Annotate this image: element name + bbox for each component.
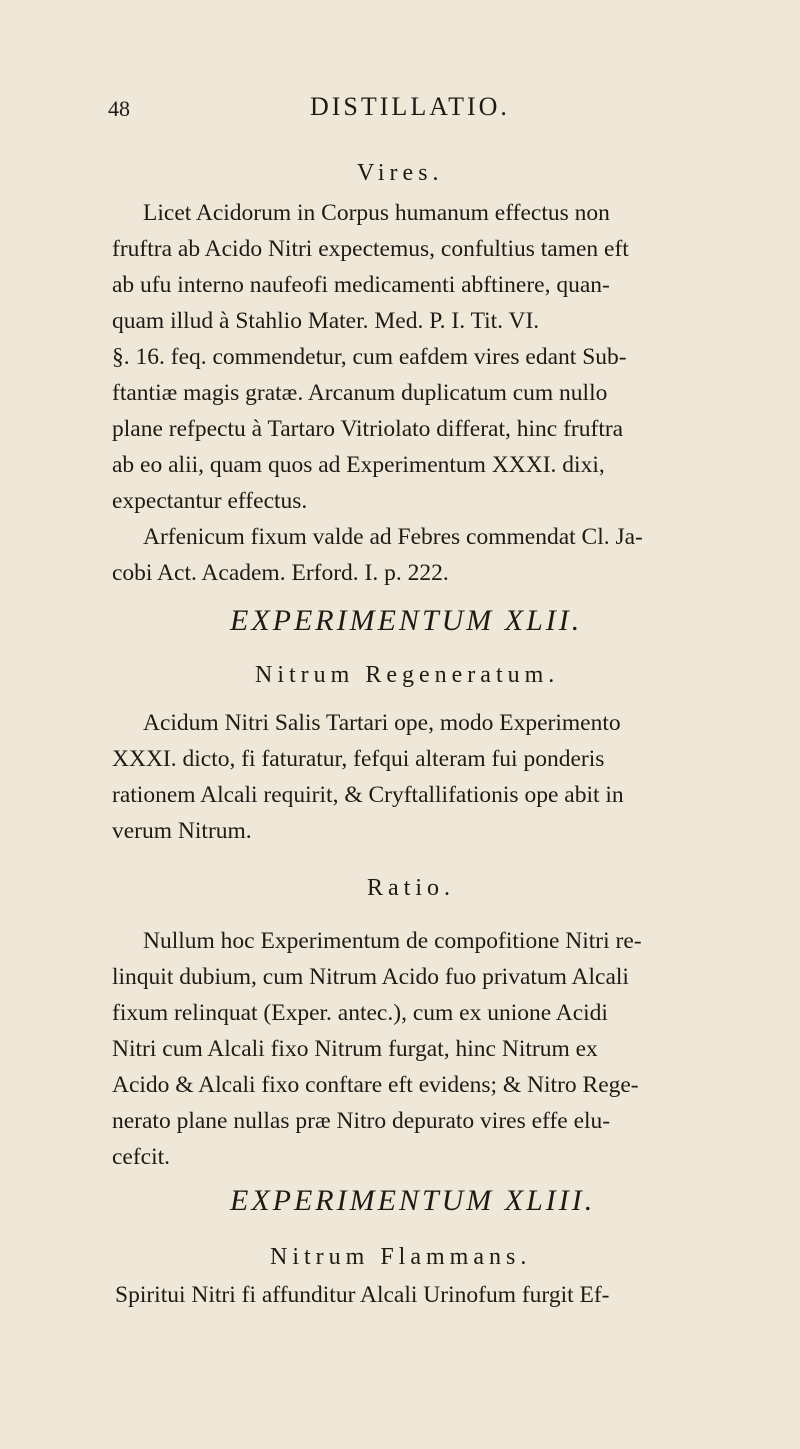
experiment-43-subtitle: Nitrum Flammans. — [270, 1244, 532, 1270]
vires-line: quam illud à Stahlio Mater. Med. P. I. Tit. VI. — [112, 308, 540, 334]
vires-line: Arfenicum fixum valde ad Febres commendat Cl. Ja- — [143, 524, 643, 550]
vires-line: ab ufu interno naufeofi medicamenti abftinere, quan- — [112, 272, 610, 298]
vires-line: ftantiæ magis gratæ. Arcanum duplicatum cum nullo — [112, 380, 608, 406]
running-head: DISTILLATIO. — [310, 92, 510, 121]
ratio-line: Acido & Alcali fixo conftare eft evidens; & Nitro Rege- — [112, 1072, 639, 1098]
ratio-line: nerato plane nullas præ Nitro depurato vires effe elu- — [112, 1108, 611, 1134]
vires-line: Licet Acidorum in Corpus humanum effectus non — [143, 200, 610, 226]
vires-heading: Vires. — [357, 160, 444, 186]
ratio-line: Nitri cum Alcali fixo Nitrum furgat, hinc Nitrum ex — [112, 1036, 598, 1062]
ratio-line: Nullum hoc Experimentum de compofitione Nitri re- — [143, 928, 642, 954]
vires-line: §. 16. feq. commendetur, cum eafdem vires edant Sub- — [112, 344, 627, 370]
experiment-42-title: EXPERIMENTUM XLII. — [230, 604, 583, 637]
ratio-line: fixum relinquat (Exper. antec.), cum ex unione Acidi — [112, 1000, 608, 1026]
experiment-42-line: rationem Alcali requirit, & Cryftallifationis ope abit in — [112, 782, 624, 808]
experiment-43-line: Spiritui Nitri fi affunditur Alcali Urinofum furgit Ef- — [115, 1282, 610, 1308]
ratio-line: cefcit. — [112, 1144, 171, 1170]
experiment-42-line: Acidum Nitri Salis Tartari ope, modo Experimento — [143, 710, 621, 736]
experiment-43-title: EXPERIMENTUM XLIII. — [230, 1184, 596, 1217]
ratio-heading: Ratio. — [367, 875, 455, 901]
vires-line: cobi Act. Academ. Erford. I. p. 222. — [112, 560, 449, 586]
page-number: 48 — [108, 96, 130, 121]
ratio-line: linquit dubium, cum Nitrum Acido fuo privatum Alcali — [112, 964, 629, 990]
vires-line: expectantur effectus. — [112, 488, 308, 514]
experiment-42-line: XXXI. dicto, fi faturatur, fefqui alteram fui ponderis — [112, 746, 605, 772]
experiment-42-line: verum Nitrum. — [112, 818, 252, 844]
vires-line: plane refpectu à Tartaro Vitriolato differat, hinc fruftra — [112, 416, 624, 442]
experiment-42-subtitle: Nitrum Regeneratum. — [255, 662, 560, 688]
vires-line: fruftra ab Acido Nitri expectemus, confultius tamen eft — [112, 236, 629, 262]
vires-line: ab eo alii, quam quos ad Experimentum XXXI. dixi, — [112, 452, 605, 478]
